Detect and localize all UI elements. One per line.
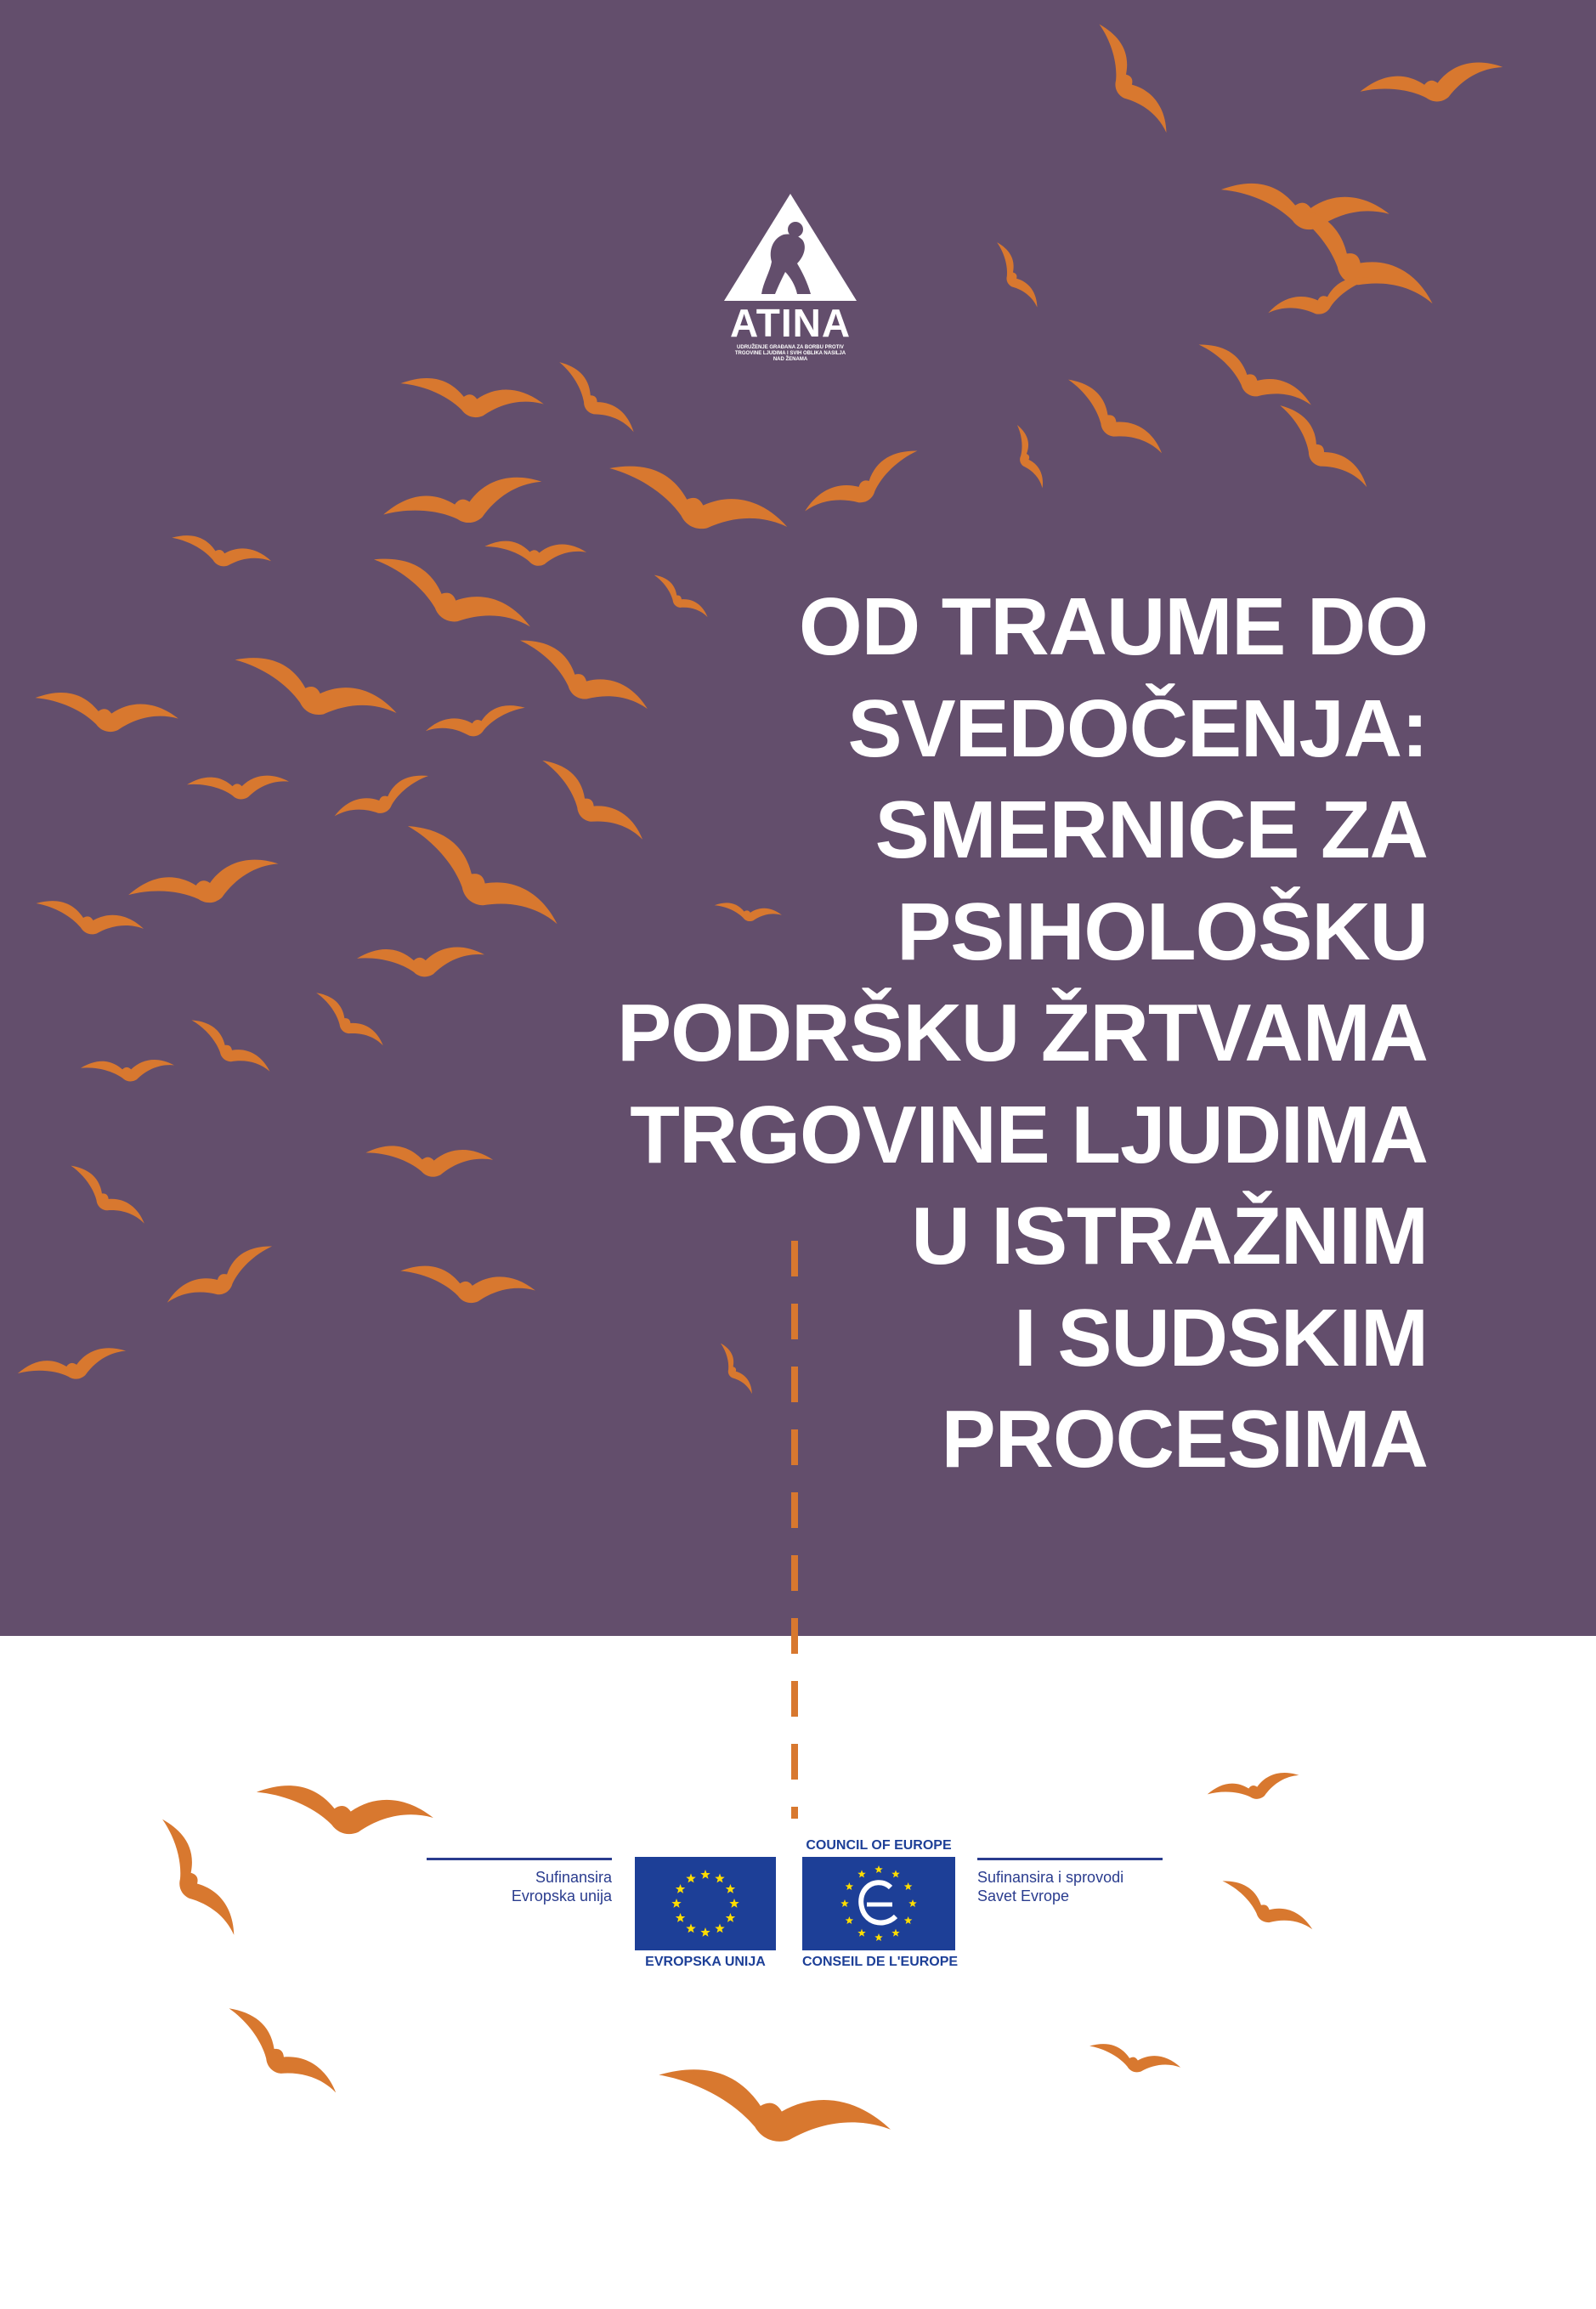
title-line: SMERNICE ZA — [874, 784, 1428, 875]
title-line: U ISTRAŽNIM — [911, 1191, 1428, 1282]
eu-funding-line2: Evropska unija — [511, 1887, 612, 1904]
cover-bottom-background — [0, 1636, 1596, 2309]
logo-name: ATINA — [729, 301, 852, 345]
logo-tagline: UDRUŽENJE GRAĐANA ZA BORBU PROTIV TRGOVINE LJUDIMA I SVIH OBLIKA NASILJA NAD ŽENAMA — [734, 345, 846, 362]
atina-triangle-icon — [722, 194, 858, 303]
eu-flag-icon — [635, 1857, 776, 1950]
coe-rule — [977, 1858, 1163, 1860]
coe-funding-text — [977, 1868, 1181, 1905]
bird-silhouette-icon — [357, 939, 484, 980]
title-line: PSIHOLOŠKU — [897, 886, 1428, 977]
title-line: TRGOVINE LJUDIMA — [630, 1089, 1428, 1180]
title-line: I SUDSKIM — [1013, 1292, 1428, 1384]
title-line: OD TRAUME DO — [799, 581, 1428, 672]
coe-funding-line1: Sufinansira i sprovodi — [977, 1869, 1124, 1886]
council-of-europe-logo-icon — [802, 1857, 955, 1950]
eu-funding-line1: Sufinansira — [535, 1869, 612, 1886]
eu-rule — [427, 1858, 612, 1860]
eu-caption: EVROPSKA UNIJA — [645, 1955, 766, 1969]
coe-funding-line2: Savet Evrope — [977, 1887, 1070, 1904]
title-line: PROCESIMA — [941, 1394, 1428, 1485]
atina-logo — [722, 194, 858, 364]
coe-caption-top: COUNCIL OF EUROPE — [806, 1838, 952, 1853]
bird-silhouette-icon — [81, 1054, 174, 1084]
bird-silhouette-icon — [187, 769, 289, 801]
title-line: SVEDOČENJA: — [847, 682, 1428, 774]
coe-caption-bottom: CONSEIL DE L'EUROPE — [802, 1955, 959, 1969]
title-line: PODRŠKU ŽRTVAMA — [617, 988, 1428, 1078]
cover-title — [493, 576, 1428, 1491]
eu-funding-text — [427, 1868, 612, 1905]
